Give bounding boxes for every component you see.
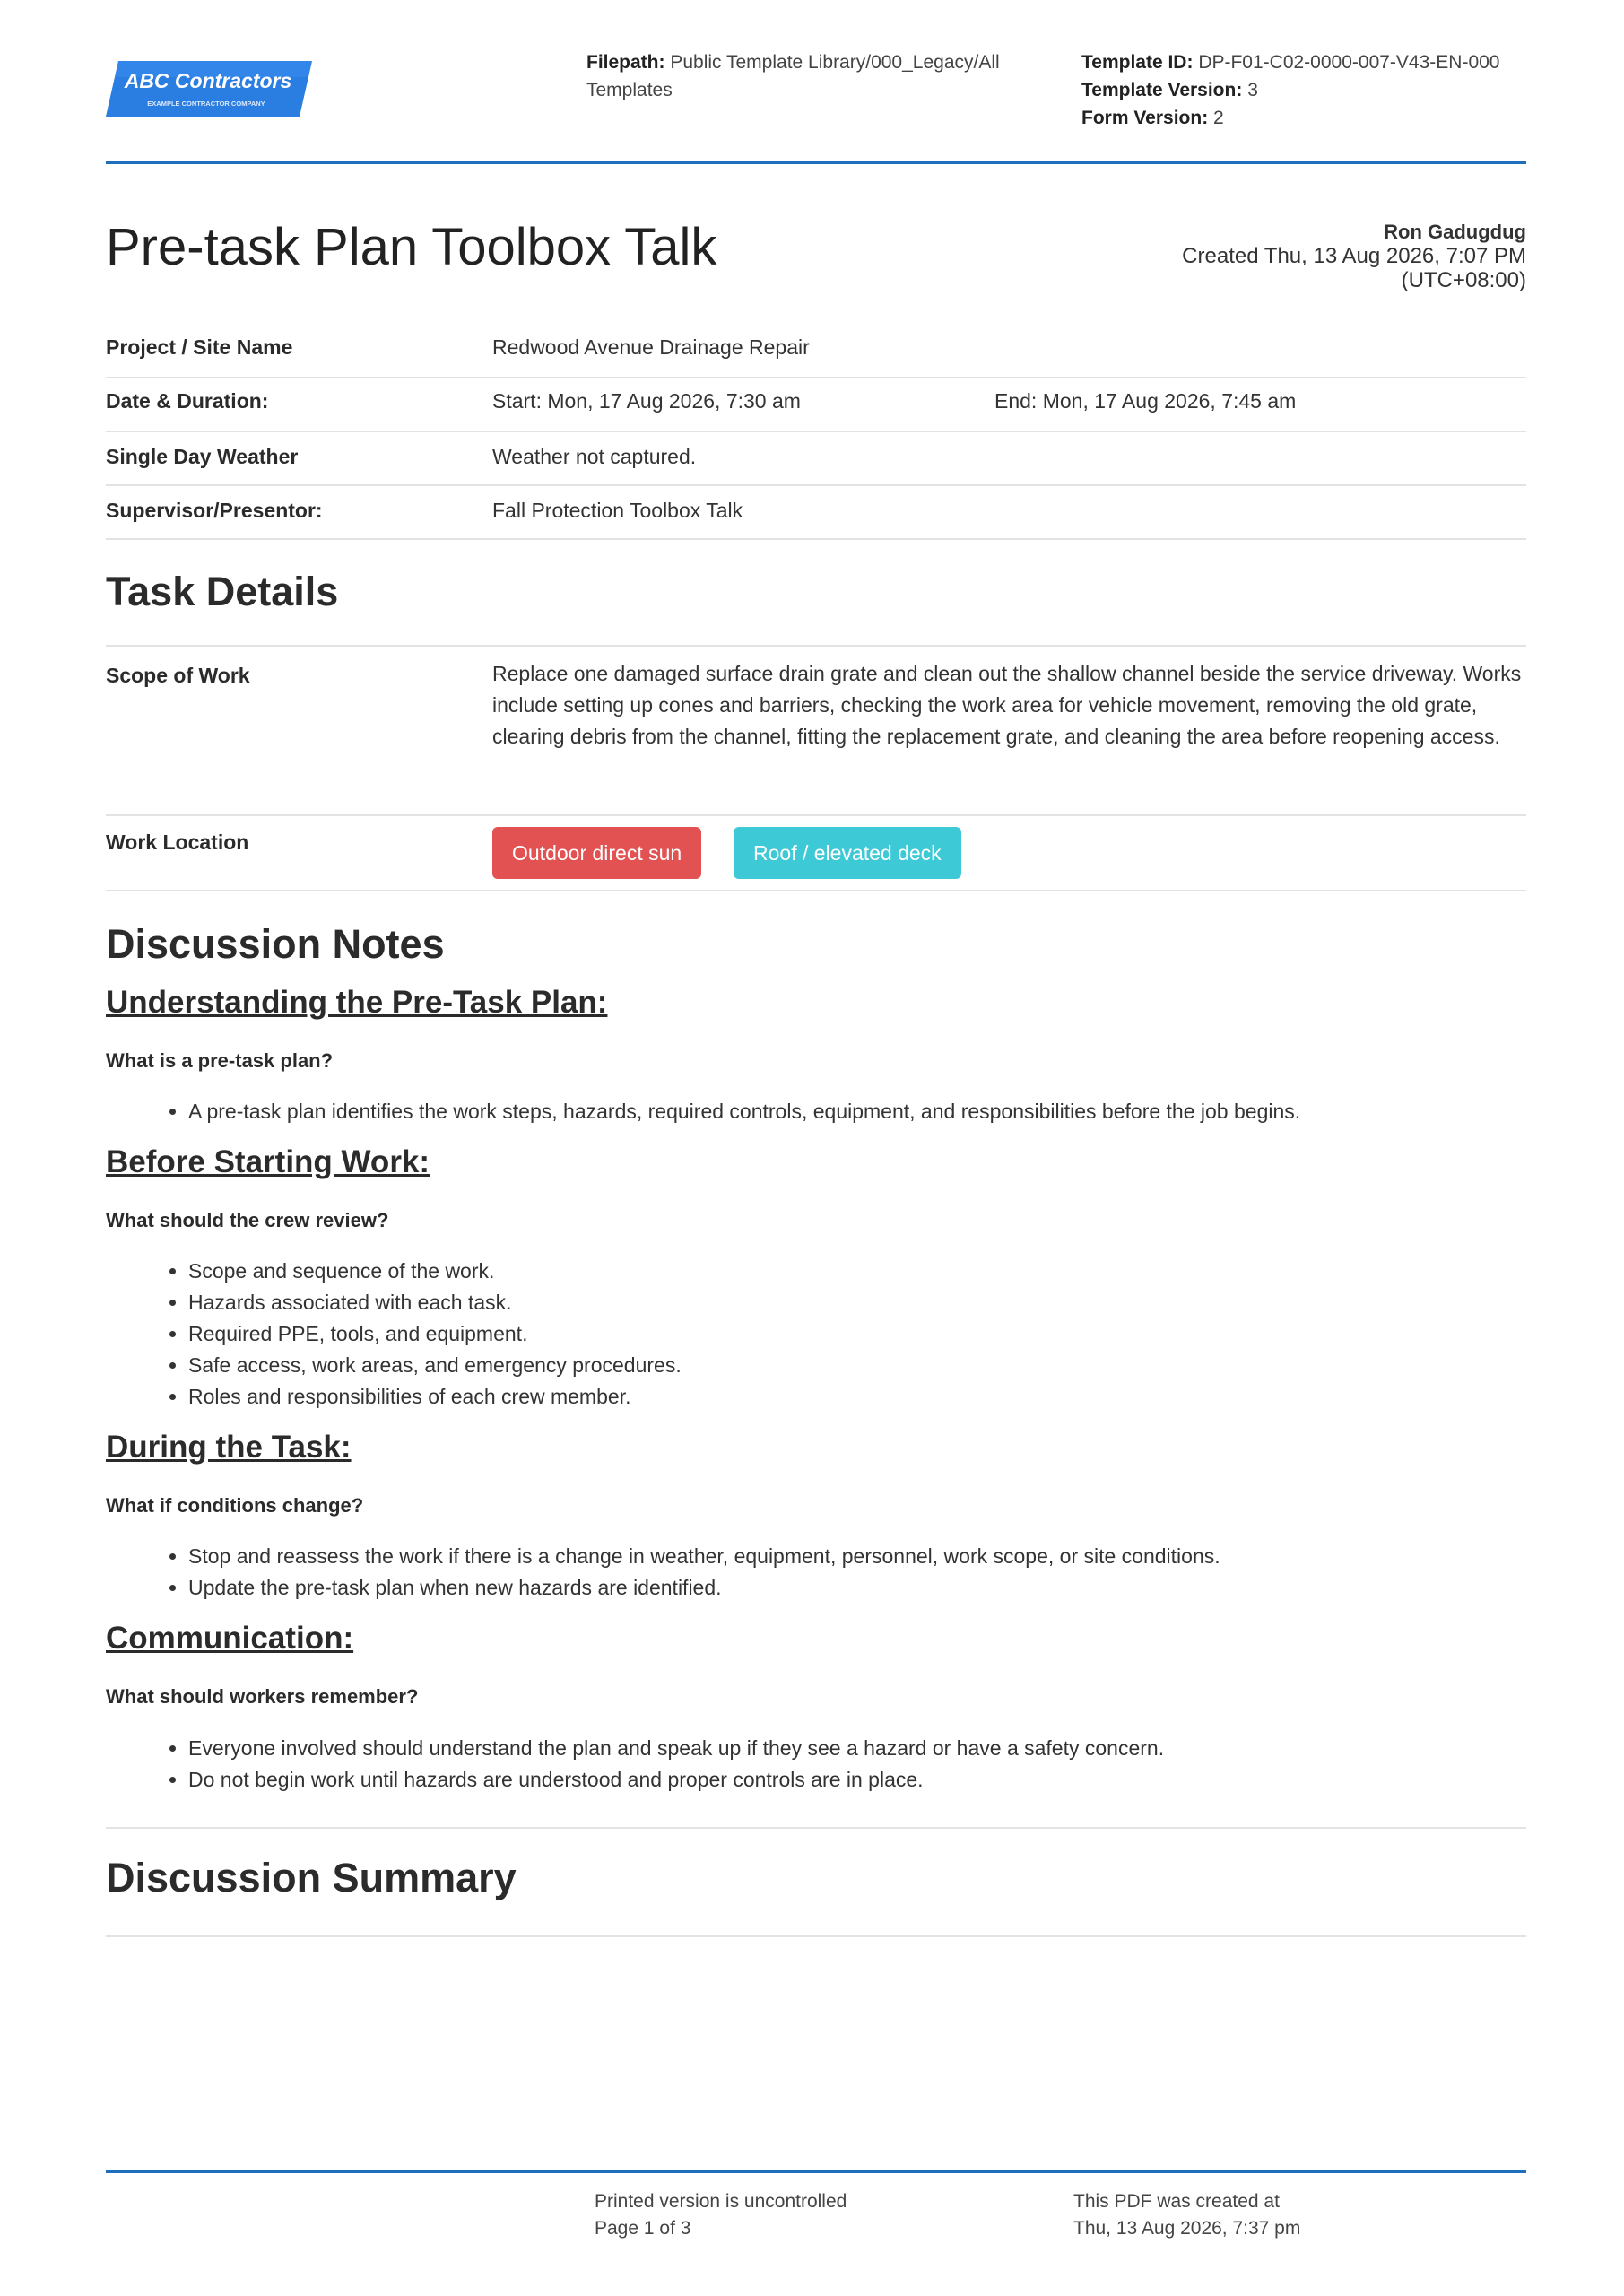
- section-title-during-task: During the Task:: [106, 1430, 352, 1465]
- template-version-label: Template Version:: [1081, 80, 1243, 100]
- bullet-list-understanding: [106, 1096, 1300, 1127]
- list-item: • Safe access, work areas, and emergency procedures.: [188, 1350, 682, 1381]
- logo-text: ABC Contractors: [124, 69, 292, 92]
- page-title: Pre-task Plan Toolbox Talk: [106, 218, 717, 276]
- summary-divider: [106, 1935, 1526, 1937]
- filepath-block: [586, 48, 1053, 104]
- section-title-communication: Communication:: [106, 1621, 354, 1656]
- footer-created-label: This PDF was created at: [1073, 2191, 1280, 2212]
- header-divider: [106, 161, 1526, 164]
- author-block: [1078, 220, 1526, 292]
- template-id-label: Template ID:: [1081, 52, 1194, 73]
- project-row: [106, 328, 1526, 378]
- logo-subtext: EXAMPLE CONTRACTOR COMPANY: [147, 100, 265, 108]
- project-label: Project / Site Name: [106, 335, 293, 359]
- bullet-list-during-task: [106, 1541, 1220, 1604]
- template-id-value: DP-F01-C02-0000-007-V43-EN-000: [1198, 52, 1500, 73]
- work-location-tag-roof-deck: Roof / elevated deck: [734, 827, 961, 879]
- scope-value: Replace one damaged surface drain grate and clean out the shallow channel beside the service driveway. Works include setting up cones and barriers, checking the work area for vehicle movement, removing the old grate, clearing debris from the channel, fitting the replacement grate, and cleaning the area before reopening access.: [492, 662, 1522, 748]
- footer-uncontrolled: Printed version is uncontrolled: [595, 2191, 847, 2212]
- section-title-understanding: Understanding the Pre-Task Plan:: [106, 985, 608, 1020]
- section-title-before-starting: Before Starting Work:: [106, 1144, 430, 1179]
- date-row: [106, 377, 1526, 432]
- task-details-heading: Task Details: [106, 569, 339, 614]
- footer-page-number: Page 1 of 3: [595, 2218, 691, 2239]
- filepath-label: Filepath:: [586, 52, 665, 73]
- weather-label: Single Day Weather: [106, 445, 299, 468]
- supervisor-value: Fall Protection Toolbox Talk: [492, 499, 743, 522]
- work-location-tag-outdoor-sun: Outdoor direct sun: [492, 827, 701, 879]
- form-version-label: Form Version:: [1081, 108, 1209, 128]
- supervisor-row: [106, 484, 1526, 540]
- weather-value: Weather not captured.: [492, 445, 697, 468]
- list-item: • Everyone involved should understand the plan and speak up if they see a hazard or have a safety concern.: [188, 1733, 1164, 1764]
- list-item: • Scope and sequence of the work.: [188, 1256, 682, 1287]
- company-logo: [106, 59, 314, 118]
- discussion-summary-heading: Discussion Summary: [106, 1855, 517, 1900]
- author-name: Ron Gadugdug: [1384, 221, 1526, 243]
- list-item: • Roles and responsibilities of each crew member.: [188, 1381, 682, 1413]
- bullet-list-before-starting: [106, 1256, 682, 1413]
- date-end: End: Mon, 17 Aug 2026, 7:45 am: [994, 389, 1297, 413]
- filepath-value: Public Template Library/000_Legacy/All Templates: [586, 52, 1000, 100]
- scope-label: Scope of Work: [106, 664, 250, 687]
- footer-created-info: [1073, 2188, 1300, 2242]
- list-item: • Required PPE, tools, and equipment.: [188, 1318, 682, 1350]
- created-date: Created Thu, 13 Aug 2026, 7:07 PM: [1182, 244, 1526, 268]
- question-workers-remember: What should workers remember?: [106, 1685, 419, 1708]
- task-details-divider: [106, 645, 1526, 647]
- date-start: Start: Mon, 17 Aug 2026, 7:30 am: [492, 389, 801, 413]
- created-timezone: (UTC+08:00): [1401, 268, 1526, 292]
- scope-divider: [106, 814, 1526, 816]
- list-item: • Stop and reassess the work if there is a change in weather, equipment, personnel, work scope, or site conditions.: [188, 1541, 1220, 1572]
- question-crew-review: What should the crew review?: [106, 1209, 389, 1231]
- weather-row: [106, 430, 1526, 486]
- location-divider: [106, 890, 1526, 891]
- project-value: Redwood Avenue Drainage Repair: [492, 335, 810, 359]
- company-logo-graphic: [106, 59, 314, 118]
- work-location-label: Work Location: [106, 831, 249, 854]
- template-version-value: 3: [1247, 80, 1258, 100]
- footer-divider: [106, 2170, 1526, 2173]
- supervisor-label: Supervisor/Presentor:: [106, 499, 323, 522]
- template-meta-block: [1081, 48, 1584, 132]
- date-label: Date & Duration:: [106, 389, 269, 413]
- list-item: • Do not begin work until hazards are understood and proper controls are in place.: [188, 1764, 1164, 1796]
- list-item: • A pre-task plan identifies the work steps, hazards, required controls, equipment, and responsibilities before the job begins.: [188, 1096, 1300, 1127]
- footer-print-info: [595, 2188, 847, 2242]
- form-version-value: 2: [1213, 108, 1224, 128]
- footer-created-value: Thu, 13 Aug 2026, 7:37 pm: [1073, 2218, 1301, 2239]
- list-item: • Update the pre-task plan when new hazards are identified.: [188, 1572, 1220, 1604]
- notes-divider: [106, 1827, 1526, 1829]
- question-conditions-change: What if conditions change?: [106, 1494, 364, 1517]
- discussion-notes-heading: Discussion Notes: [106, 921, 445, 967]
- bullet-list-communication: [106, 1733, 1164, 1796]
- question-what-is-pretask: What is a pre-task plan?: [106, 1049, 334, 1072]
- list-item: • Hazards associated with each task.: [188, 1287, 682, 1318]
